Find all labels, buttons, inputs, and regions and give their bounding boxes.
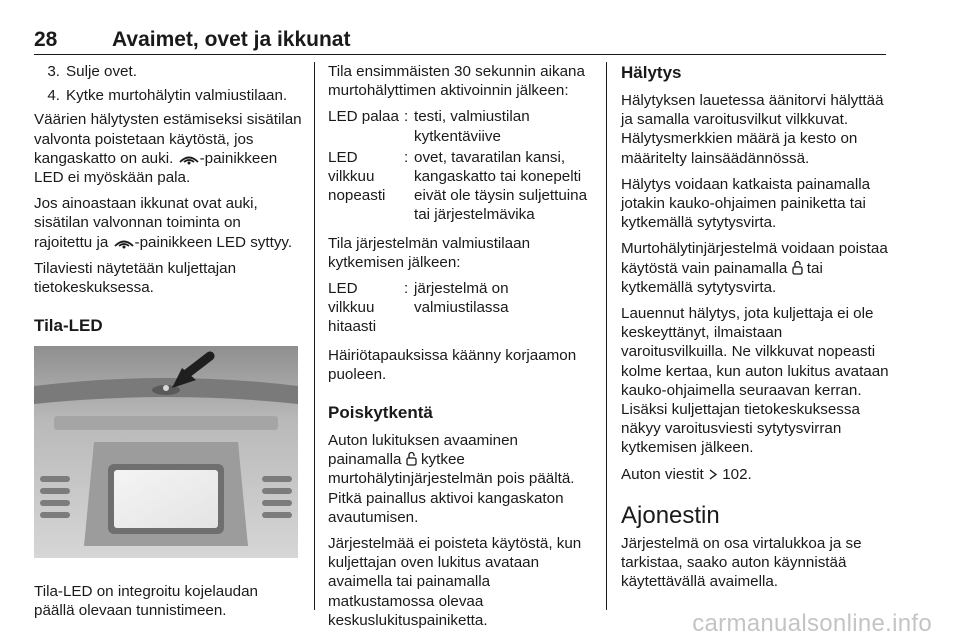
page-number: 28 xyxy=(34,28,58,51)
definition-separator: : xyxy=(404,280,409,298)
definition-term: LED palaa xyxy=(328,108,399,126)
dashboard-sensor-image xyxy=(34,346,298,558)
paragraph-text: -painikkeen LED ei myöskään pala. xyxy=(34,149,278,187)
paragraph-text: -painikkeen LED syttyy. xyxy=(134,233,293,251)
definition-row xyxy=(328,279,592,337)
paragraph xyxy=(621,465,889,484)
dashboard-illustration xyxy=(34,346,298,558)
paragraph-text: kytkee murtohälytinjärjestelmän pois päältä. Pitkä painallus aktivoi kangaskaton avautumisen. xyxy=(328,451,575,526)
paragraph: Hälytys voidaan katkaista painamalla jotakin kauko-ohjaimen painiketta tai kytkemällä sytytysvirta. xyxy=(621,175,871,232)
image-caption: Tila-LED on integroitu kojelaudan päällä olevaan tunnistimeen. xyxy=(34,583,259,620)
paragraph-text: Murtohälytinjärjestelmä voidaan poistaa käytöstä vain painamalla xyxy=(621,240,888,277)
definition-row xyxy=(328,148,592,225)
paragraph xyxy=(328,431,592,527)
definition-term: LED vilkkuu nopeasti xyxy=(328,148,386,205)
status-definition-list xyxy=(328,279,592,337)
step-text: Sulje ovet. xyxy=(66,63,137,80)
column-middle xyxy=(328,62,592,637)
definition-description: ovet, tavaratilan kansi, kangaskatto tai konepelti eivät ole täysin suljettuina tai järjestelmävika xyxy=(414,148,588,224)
paragraph: Lauennut hälytys, jota kuljettaja ei ole keskeyttänyt, ilmaistaan varoitusvilkuilla. Ne vilkkuvat nopeasti kolme kertaa, kun auton lukitus avataan kauko-ohjaimella seuraavan kerran. Lisäksi kuljettajan tietokeskuksessa näkyy varoitusviesti sytytysvirran kytkemisen jälkeen. xyxy=(621,305,889,457)
paragraph: Järjestelmää ei poisteta käytöstä, kun kuljettajan oven lukitus avataan avaimella tai painamalla matkustamossa olevaa keskuslukituspainiketta. xyxy=(328,535,582,629)
page-reference-icon[interactable] xyxy=(708,468,718,481)
paragraph: Järjestelmä on osa virtalukkoa ja se tarkistaa, saako auton käynnistää käytettävällä avaimella. xyxy=(621,534,862,591)
paragraph-text: Jos ainoastaan ikkunat ovat auki, sisätilan valvonnan toiminta on rajoitettu ja xyxy=(34,195,258,251)
unlock-icon xyxy=(792,260,803,275)
column-right xyxy=(621,62,889,598)
step-number: 3. xyxy=(47,63,60,80)
watermark-text: carmanualsonline.info xyxy=(692,610,932,637)
definition-description: testi, valmiustilan kytkentäviive xyxy=(414,108,530,145)
step-text: Kytke murtohälytin valmiustilaan. xyxy=(66,87,288,105)
paragraph xyxy=(34,194,302,252)
section-heading-large: Ajonestin xyxy=(621,501,720,529)
paragraph xyxy=(621,239,889,297)
column-divider xyxy=(314,62,315,610)
definition-separator: : xyxy=(404,148,409,166)
chapter-title: Avaimet, ovet ja ikkunat xyxy=(112,28,351,51)
car-sensor-icon xyxy=(178,154,200,165)
paragraph: Tila järjestelmän valmiustilaan kytkemisen jälkeen: xyxy=(328,234,531,271)
step-number: 4. xyxy=(47,87,60,105)
paragraph-text: tai kytkemällä sytytysvirta. xyxy=(621,259,823,296)
section-heading: Poiskytkentä xyxy=(328,403,433,423)
section-heading: Hälytys xyxy=(621,63,682,82)
paragraph: Tilaviesti näytetään kuljettajan tietokeskuksessa. xyxy=(34,259,237,297)
page-reference-link[interactable]: 102. xyxy=(722,465,752,483)
paragraph-text: Väärien hälytysten estämiseksi sisätilan valvonta poistetaan käytöstä, jos kangaskatto on auki. xyxy=(34,111,302,167)
unlock-icon xyxy=(406,451,417,466)
column-divider xyxy=(606,62,607,610)
paragraph: Tila ensimmäisten 30 sekunnin aikana murtohälyttimen aktivoinnin jälkeen: xyxy=(328,63,585,100)
paragraph: Häiriötapauksissa käänny korjaamon puoleen. xyxy=(328,346,577,383)
definition-row xyxy=(328,107,592,145)
status-definition-list xyxy=(328,107,592,224)
page-header xyxy=(34,28,886,55)
section-heading: Tila-LED xyxy=(34,316,103,336)
paragraph xyxy=(34,110,302,187)
paragraph-text: Auton lukituksen avaaminen painamalla xyxy=(328,432,518,469)
definition-term: LED vilkkuu hitaasti xyxy=(328,280,377,336)
list-item xyxy=(34,86,302,105)
list-item xyxy=(34,62,302,81)
definition-description: järjestelmä on valmiustilassa xyxy=(414,280,509,317)
paragraph-text: Auton viestit xyxy=(621,465,704,483)
definition-separator: : xyxy=(404,108,409,126)
car-sensor-icon xyxy=(113,238,135,249)
paragraph: Hälytyksen lauetessa äänitorvi hälyttää ja samalla varoitusvilkut vilkkuvat. Hälytysmerkkien määrä ja kesto on määritelty lainsäädännössä. xyxy=(621,92,884,167)
column-left xyxy=(34,62,302,628)
